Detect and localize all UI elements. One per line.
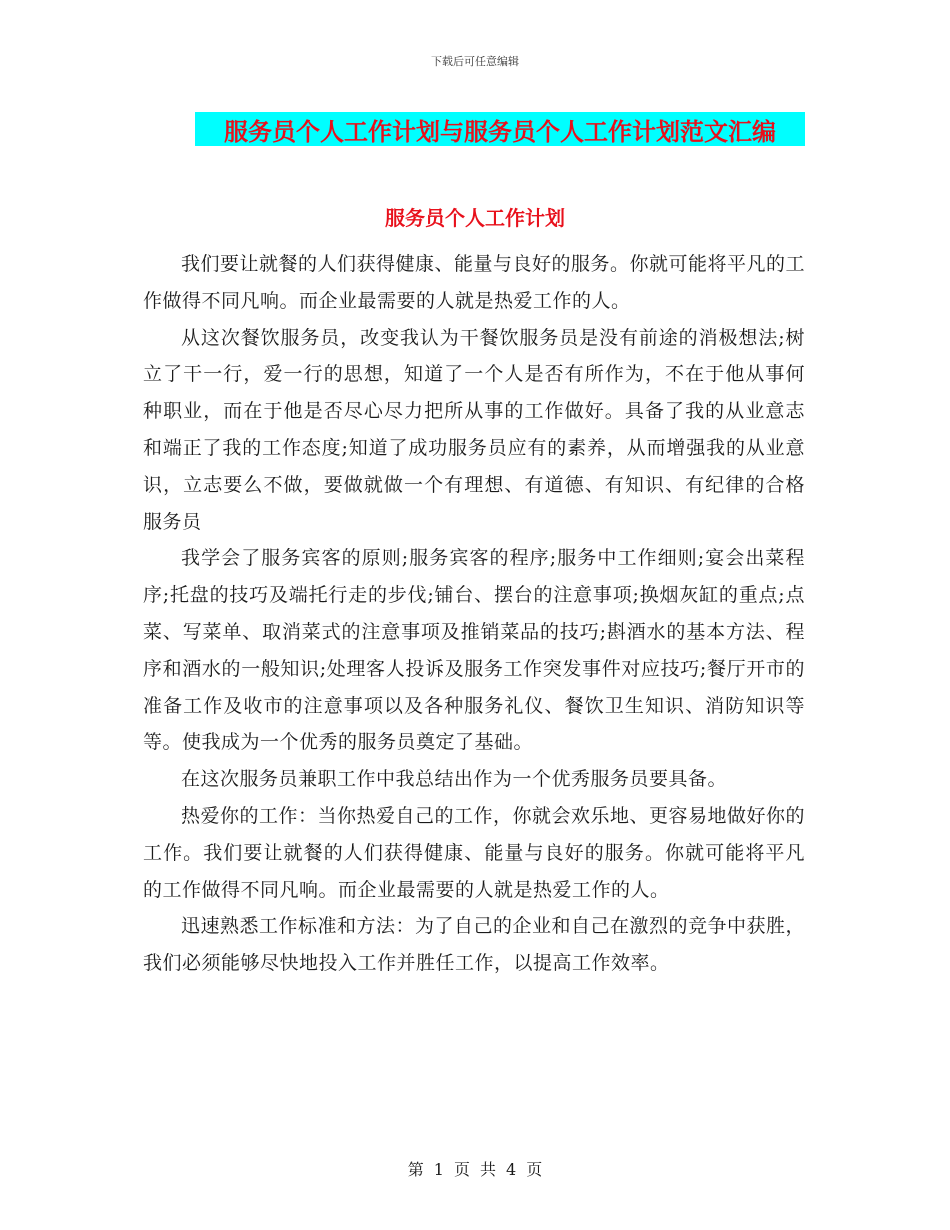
paragraph: 我们要让就餐的人们获得健康、能量与良好的服务。你就可能将平凡的工作做得不同凡响。而企业最需要的人就是热爱工作的人。 [143, 253, 806, 312]
paragraph: 从这次餐饮服务员，改变我认为干餐饮服务员是没有前途的消极想法;树立了干一行，爱一行的思想，知道了一个人是否有所作为，不在于他从事何种职业，而在于他是否尽心尽力把所从事的工作做好。具备了我的从业意志和端正了我的工作态度;知道了成功服务员应有的素养，从而增强我的从业意识，立志要么不做，要做就做一个有理想、有道德、有知识、有纪律的合格服务员 [143, 326, 805, 533]
page-prefix: 第 [407, 1160, 424, 1179]
page-word: 页 [453, 1160, 470, 1179]
document-title-highlight [195, 112, 805, 146]
paragraph: 我学会了服务宾客的原则;服务宾客的程序;服务中工作细则;宴会出菜程序;托盘的技巧及端托行走的步伐;铺台、摆台的注意事项;换烟灰缸的重点;点菜、写菜单、取消菜式的注意事项及推销菜品的技巧;斟酒水的基本方法、程序和酒水的一般知识;处理客人投诉及服务工作突发事件对应技巧;餐厅开市的准备工作及收市的注意事项以及各种服务礼仪、餐饮卫生知识、消防知识等等。使我成为一个优秀的服务员奠定了基础。 [143, 547, 805, 754]
total-suffix: 页 [526, 1160, 543, 1179]
header-note: 下载后可任意编辑 [431, 55, 519, 68]
paragraph: 在这次服务员兼职工作中我总结出作为一个优秀服务员要具备。 [181, 768, 728, 791]
document-title: 服务员个人工作计划与服务员个人工作计划范文汇编 [224, 117, 776, 146]
total-page-count: 4 [506, 1160, 517, 1179]
section-title: 服务员个人工作计划 [385, 206, 565, 230]
page-footer [0, 1157, 950, 1180]
document-body [143, 246, 805, 982]
total-prefix: 共 [480, 1160, 497, 1179]
paragraph: 迅速熟悉工作标准和方法：为了自己的企业和自己在激烈的竞争中获胜，我们必须能够尽快地投入工作并胜任工作，以提高工作效率。 [143, 915, 806, 975]
current-page-number: 1 [433, 1160, 444, 1179]
paragraph: 热爱你的工作：当你热爱自己的工作，你就会欢乐地、更容易地做好你的工作。我们要让就餐的人们获得健康、能量与良好的服务。你就可能将平凡的工作做得不同凡响。而企业最需要的人就是热爱工作的人。 [143, 804, 806, 901]
